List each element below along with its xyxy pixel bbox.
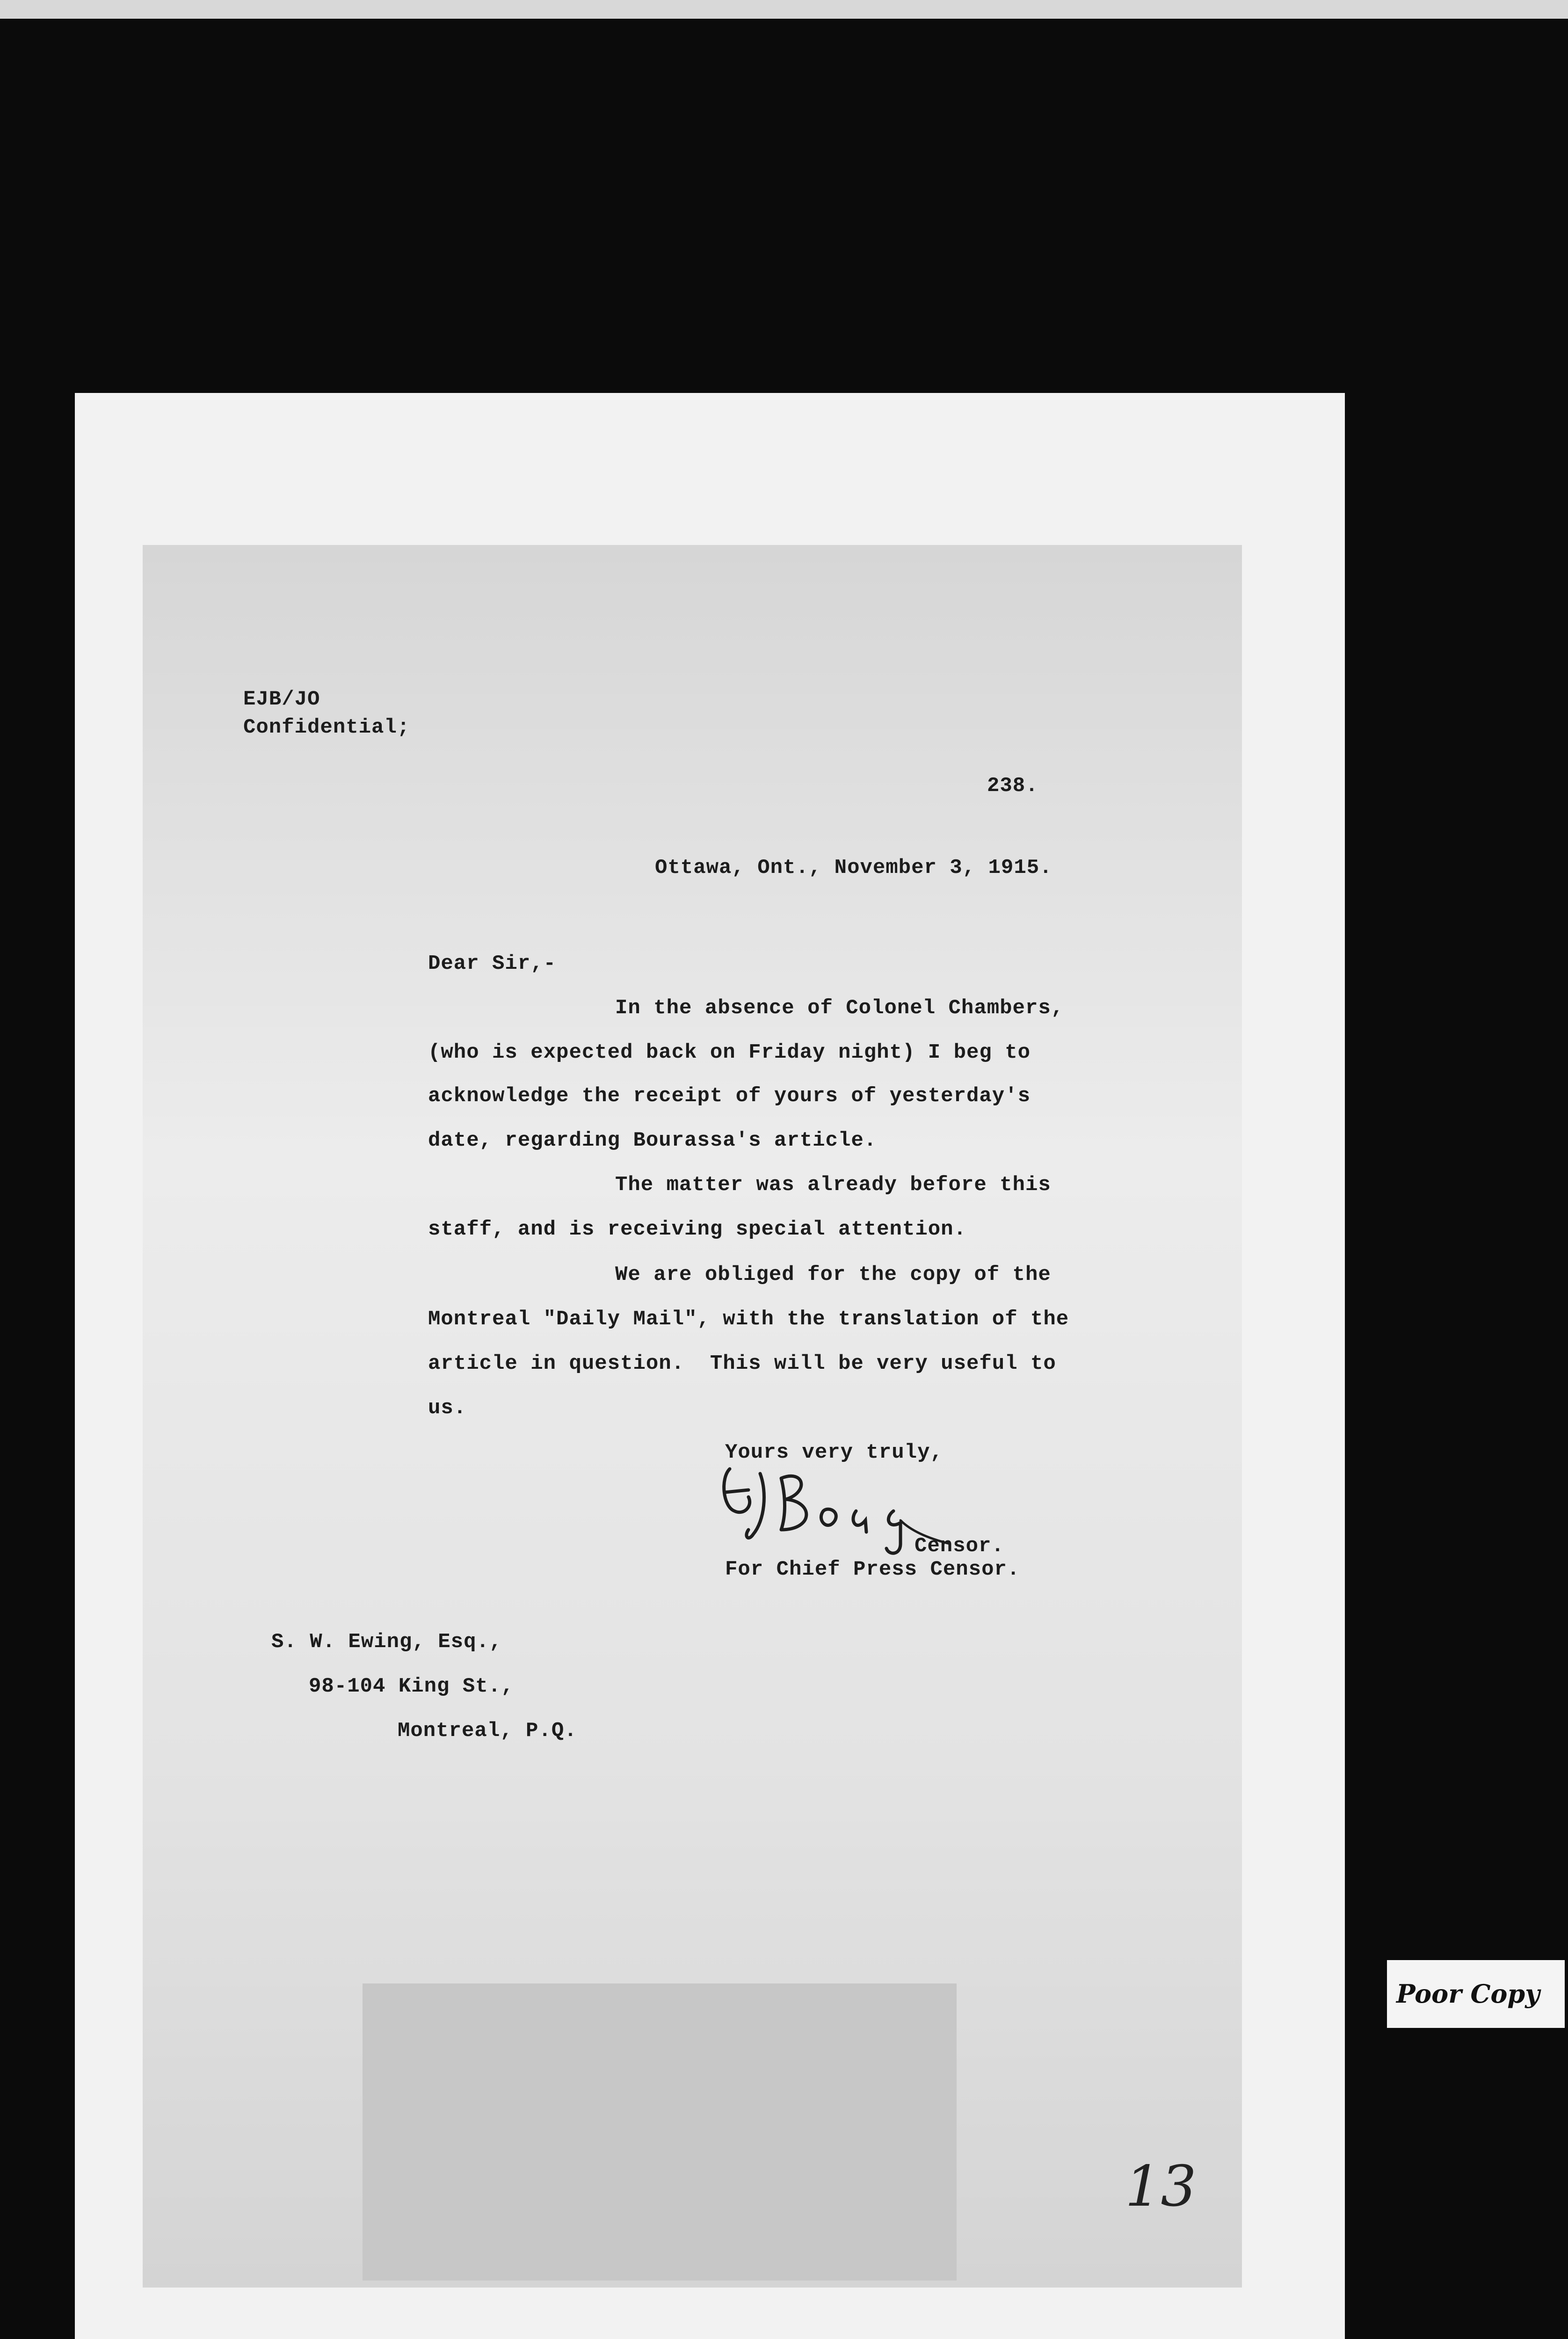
poor-copy-text: Poor Copy: [1396, 1979, 1540, 2009]
reference-code: EJB/JO: [243, 688, 320, 711]
body-line-10: us.: [428, 1396, 467, 1420]
body-line-2: (who is expected back on Friday night) I beg to: [428, 1041, 1031, 1064]
recipient-name: S. W. Ewing, Esq.,: [271, 1630, 502, 1654]
body-line-9: article in question. This will be very useful to: [428, 1352, 1056, 1375]
body-line-8: Montreal "Daily Mail", with the translation of the: [428, 1308, 1069, 1331]
paper-stain: [363, 1983, 957, 2281]
classification: Confidential;: [243, 716, 410, 739]
handwritten-page-mark: 13: [1125, 2154, 1197, 2219]
recipient-city: Montreal, P.Q.: [398, 1719, 577, 1743]
body-line-6: staff, and is receiving special attention.: [428, 1218, 966, 1241]
signer-for: For Chief Press Censor.: [725, 1558, 1020, 1581]
place-date: Ottawa, Ont., November 3, 1915.: [655, 856, 1053, 879]
signer-title: Censor.: [915, 1534, 1004, 1558]
body-line-1: In the absence of Colonel Chambers,: [615, 996, 1064, 1020]
body-line-3: acknowledge the receipt of yours of yesterday's: [428, 1084, 1031, 1108]
recipient-street: 98-104 King St.,: [309, 1675, 514, 1698]
film-edge: [0, 0, 1568, 19]
body-line-5: The matter was already before this: [615, 1173, 1051, 1197]
body-line-7: We are obliged for the copy of the: [615, 1263, 1051, 1286]
salutation: Dear Sir,-: [428, 952, 557, 975]
closing: Yours very truly,: [725, 1441, 943, 1464]
body-line-4: date, regarding Bourassa's article.: [428, 1129, 877, 1152]
poor-copy-note: [1387, 1960, 1565, 2028]
letter-number: 238.: [987, 774, 1038, 798]
